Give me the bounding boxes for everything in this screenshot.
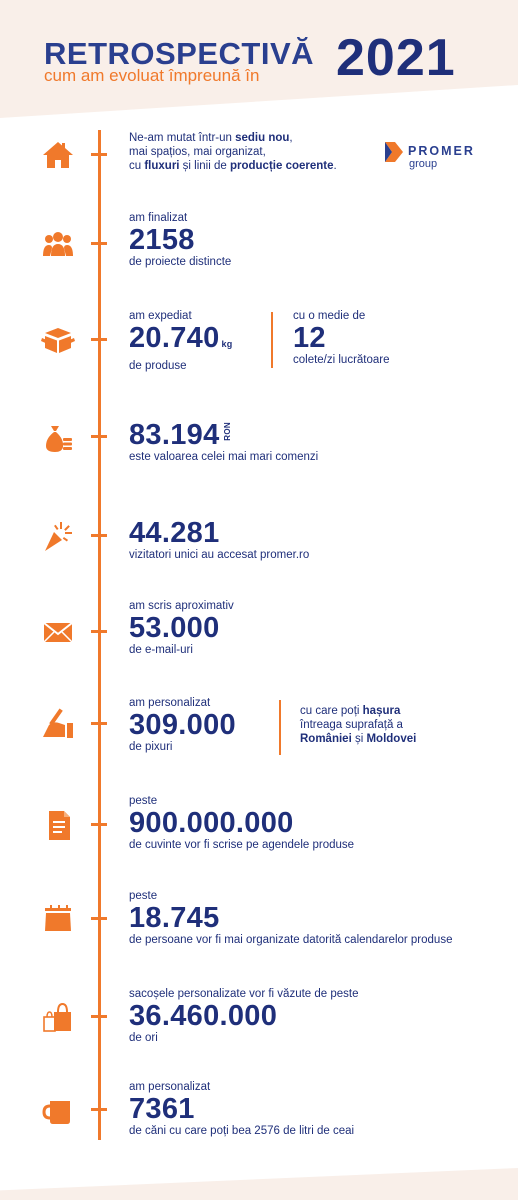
logo-subtext: group — [409, 158, 438, 170]
item-value: 18.745 — [129, 902, 220, 934]
team-icon — [40, 226, 76, 262]
item-value: 53.000 — [129, 612, 220, 644]
item-text-line: Ne-am mutat într-un sediu nou, — [129, 132, 293, 144]
promer-logo-mark — [383, 140, 405, 164]
page-subtitle: cum am evoluat împreună în — [44, 66, 260, 85]
footer-background — [0, 1168, 518, 1200]
timeline-tick — [91, 534, 107, 537]
promer-logo — [383, 140, 483, 180]
item-caption: este valoarea celei mai mari comenzi — [129, 451, 319, 463]
envelope-icon — [40, 614, 76, 650]
timeline-tick — [91, 153, 107, 156]
item-caption: de căni cu care poți bea 2576 de litri de ceai — [129, 1125, 355, 1137]
timeline-tick — [91, 722, 107, 725]
item-projects — [129, 211, 231, 269]
package-icon — [40, 322, 76, 358]
item-label: am personalizat — [129, 1081, 211, 1093]
item-label: am finalizat — [129, 212, 188, 224]
item-caption: de proiecte distincte — [129, 256, 232, 268]
money-bag-icon — [40, 419, 76, 455]
item-value: 900.000.000 — [129, 807, 294, 839]
timeline-tick — [91, 630, 107, 633]
item-label: am personalizat — [129, 697, 211, 709]
page-title: RETROSPECTIVĂ — [44, 36, 315, 71]
item-text-line: României și Moldovei — [300, 733, 417, 745]
timeline-tick — [91, 338, 107, 341]
item-pens — [129, 696, 236, 754]
item-value-row — [129, 420, 318, 450]
item-label: cu o medie de — [293, 310, 366, 322]
mug-icon — [40, 1092, 76, 1128]
item-text-line: cu fluxuri și linii de producție coerente. — [129, 160, 337, 172]
item-words — [129, 794, 354, 852]
item-calendars — [129, 889, 452, 947]
timeline-line — [98, 130, 101, 1140]
item-caption: de pixuri — [129, 741, 173, 753]
item-label: am expediat — [129, 310, 192, 322]
item-value: 83.194 — [129, 419, 220, 451]
item-caption: de ori — [129, 1032, 158, 1044]
item-shipped-average — [293, 309, 390, 367]
item-pens-side — [300, 704, 416, 746]
item-caption: colete/zi lucrătoare — [293, 354, 390, 366]
timeline-tick — [91, 242, 107, 245]
item-caption: de produse — [129, 360, 187, 372]
item-emails — [129, 599, 234, 657]
item-caption: de e-mail-uri — [129, 644, 193, 656]
item-shipped — [129, 309, 233, 373]
cursor-click-icon — [40, 518, 76, 554]
item-value: 20.740 — [129, 322, 220, 354]
item-value-row — [129, 323, 233, 359]
timeline-tick — [91, 1108, 107, 1111]
item-unit: kg — [221, 339, 233, 349]
item-largest-order — [129, 420, 318, 464]
hand-pen-icon — [40, 706, 76, 742]
item-label: peste — [129, 795, 158, 807]
item-label: sacoșele personalizate vor fi văzute de peste — [129, 988, 359, 1000]
item-label: am scris aproximativ — [129, 600, 234, 612]
item-value: 2158 — [129, 224, 195, 256]
home-icon — [40, 137, 76, 173]
year-label: 2021 — [336, 29, 456, 87]
item-value: 12 — [293, 322, 326, 354]
document-icon — [40, 807, 76, 843]
item-value: 309.000 — [129, 709, 236, 741]
item-caption: de persoane vor fi mai organizate datorită calendarelor produse — [129, 934, 453, 946]
header — [0, 0, 518, 118]
timeline-tick — [91, 917, 107, 920]
divider — [271, 312, 273, 368]
item-label: peste — [129, 890, 158, 902]
item-bags — [129, 987, 359, 1045]
item-value: 44.281 — [129, 517, 220, 549]
item-value: 7361 — [129, 1093, 195, 1125]
timeline-tick — [91, 823, 107, 826]
item-text-line: mai spațios, mai organizat, — [129, 146, 266, 158]
logo-text: PROMER — [408, 144, 475, 158]
shopping-bags-icon — [40, 999, 76, 1035]
item-mugs — [129, 1080, 354, 1138]
divider — [279, 700, 281, 755]
item-text-line: cu care poți hașura — [300, 705, 401, 717]
timeline-tick — [91, 1015, 107, 1018]
item-new-headquarters — [129, 131, 337, 173]
timeline-tick — [91, 435, 107, 438]
item-text-line: întreaga suprafață a — [300, 719, 403, 731]
item-unit: RON — [222, 422, 232, 441]
item-caption: de cuvinte vor fi scrise pe agendele produse — [129, 839, 355, 851]
item-caption: vizitatori unici au accesat promer.ro — [129, 549, 310, 561]
item-value: 36.460.000 — [129, 1000, 278, 1032]
calendar-icon — [40, 901, 76, 937]
item-visitors — [129, 518, 309, 562]
